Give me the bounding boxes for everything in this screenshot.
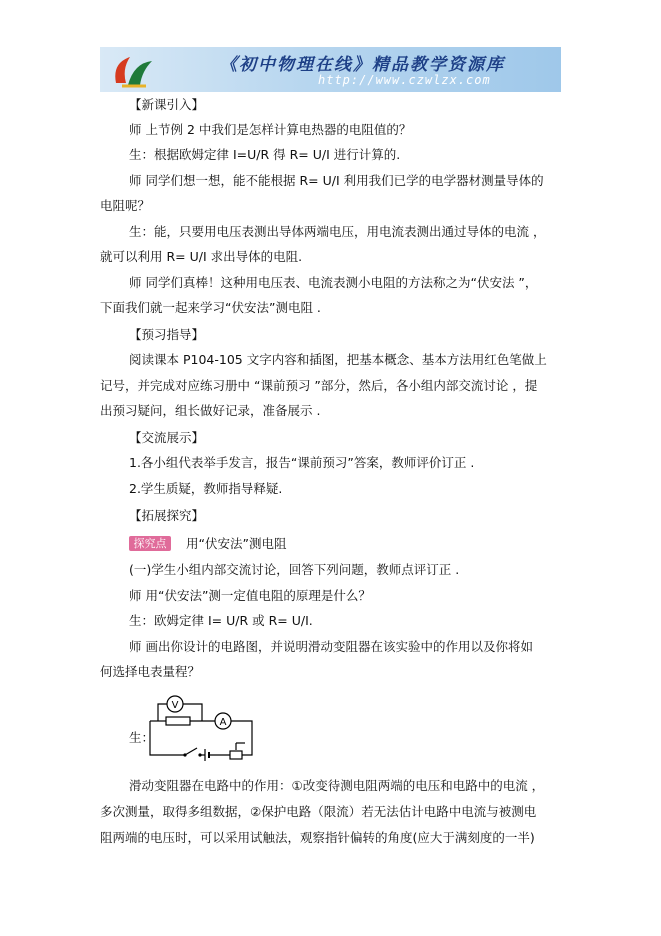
banner-url[interactable]: http://www.czwlzx.com xyxy=(318,73,491,87)
ammeter-label: A xyxy=(219,717,227,728)
paragraph-line: 生：能，只要用电压表测出导体两端电压，用电流表测出通过导体的电流 ， xyxy=(129,224,546,239)
paragraph-line: 记号，并完成对应练习册中 “课前预习 ”部分，然后，各小组内部交流讨论 ，提 xyxy=(100,378,538,393)
paragraph-line: 就可以利用 R= U/I 求出导体的电阻. xyxy=(100,249,303,264)
paragraph-line: 1.各小组代表举手发言，报告“课前预习”答案，教师评价订正 . xyxy=(129,455,475,470)
section-heading-exchange: 【交流展示】 xyxy=(129,430,205,445)
paragraph-line: 何选择电表量程？ xyxy=(100,664,201,679)
circuit-diagram xyxy=(140,693,270,768)
circuit-answer-label: 生： xyxy=(129,730,155,745)
topic-title: 用“伏安法”测电阻 xyxy=(186,536,287,551)
paragraph-line: 2.学生质疑，教师指导释疑. xyxy=(129,481,283,496)
logo-icon xyxy=(108,53,158,89)
paragraph-line: 阅读课本 P104-105 文字内容和插图，把基本概念、基本方法用红色笔做上 xyxy=(129,352,547,367)
paragraph-line: 师 同学们想一想，能不能根据 R= U/I 利用我们已学的电学器材测量导体的 xyxy=(129,173,544,188)
header-banner xyxy=(100,47,561,92)
paragraph-line: 师 画出你设计的电路图，并说明滑动变阻器在该实验中的作用以及你将如 xyxy=(129,639,533,654)
paragraph-line: 生：根据欧姆定律 I=U/R 得 R= U/I 进行计算的. xyxy=(129,147,401,162)
paragraph-line: 电阻呢？ xyxy=(100,198,151,213)
voltmeter-label: V xyxy=(171,700,179,711)
paragraph-line: 师 上节例 2 中我们是怎样计算电热器的电阻值的？ xyxy=(129,122,412,137)
paragraph-line: 师 同学们真棒！这种用电压表、电流表测小电阻的方法称之为“伏安法 ”， xyxy=(129,275,538,290)
paragraph-line: 下面我们就一起来学习“伏安法”测电阻 . xyxy=(100,300,321,315)
rheostat-symbol xyxy=(230,751,242,759)
paragraph-line: 多次测量，取得多组数据，②保护电路（限流）若无法估计电路中电流与被测电 xyxy=(100,804,537,819)
paragraph-line: 师 用“伏安法”测一定值电阻的原理是什么？ xyxy=(129,588,371,603)
paragraph-line: 滑动变阻器在电路中的作用：①改变待测电阻两端的电压和电路中的电流 ， xyxy=(129,778,545,793)
paragraph-line: (一)学生小组内部交流讨论，回答下列问题，教师点评订正 . xyxy=(129,562,460,577)
explore-point-badge: 探究点 xyxy=(129,536,171,551)
section-heading-explore: 【拓展探究】 xyxy=(129,508,205,523)
section-heading-preview: 【预习指导】 xyxy=(129,327,205,342)
resistor-symbol xyxy=(166,717,190,725)
banner-title: 《初中物理在线》精品教学资源库 xyxy=(220,55,505,75)
paragraph-line: 阻两端的电压时，可以采用试触法，观察指针偏转的角度(应大于满刻度的一半) xyxy=(100,830,535,845)
section-heading-intro: 【新课引入】 xyxy=(129,97,205,112)
paragraph-line: 出预习疑问，组长做好记录，准备展示 . xyxy=(100,403,321,418)
paragraph-line: 生：欧姆定律 I= U/R 或 R= U/I. xyxy=(129,613,313,628)
sunflower-icon xyxy=(550,47,561,92)
